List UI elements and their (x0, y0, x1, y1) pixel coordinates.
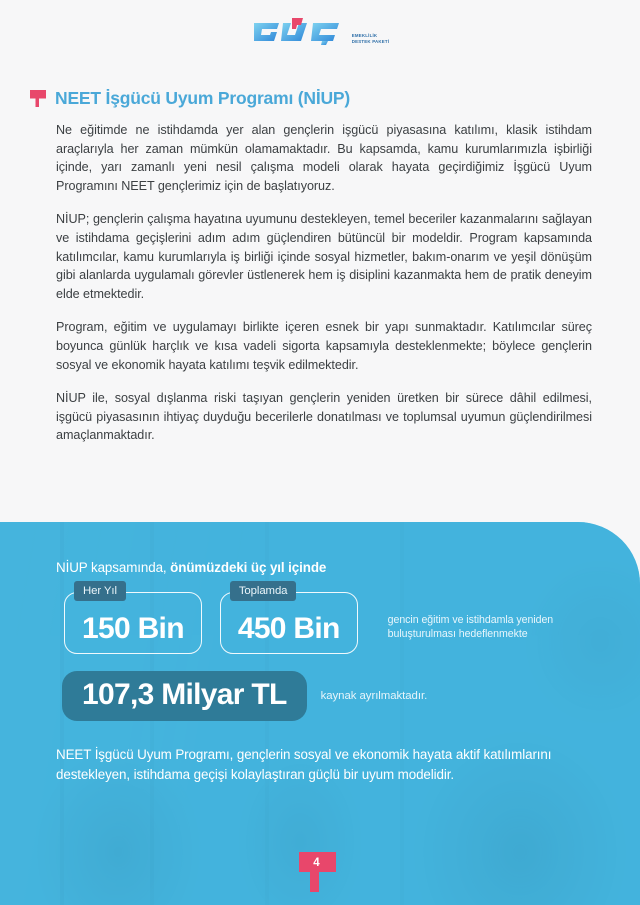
stat-card-value: 450 Bin (237, 612, 340, 645)
page-number: 4 (313, 857, 320, 869)
logo-subtext (352, 33, 389, 44)
stat-card (64, 585, 202, 654)
paragraph: NİUP; gençlerin çalışma hayatına uyumunu destekleyen, temel beceriler kazanmalarını sağlayan ve istihdama geçişlerini adım adım güçlendiren bütüncül bir modeldir. Program kapsamında katılımcılar, kamu kurumlarıyla iş birliği içinde sosyal hizmetler, bakım-onarım ve yeşil dönüşüm gibi alanlarda uygulamalı görevler üstlenerek hem iş disiplini kazanmakta hem de pratik deneyim elde etmektedir. (56, 212, 592, 301)
page-header (0, 0, 640, 62)
flag-bullet-icon (30, 90, 46, 107)
highlight-lead-bold: önümüzdeki üç yıl içinde (170, 560, 327, 575)
panel-content (0, 560, 640, 785)
logo-guc-icon (251, 16, 347, 46)
logo-sub-line1: EMEKLİLİK (351, 33, 378, 39)
guc-logo (251, 16, 389, 46)
stat-cards-note: gencin eğitim ve istihdamla yeniden buluşturulması hedeflenmekte (387, 614, 554, 640)
stat-card-tab: Toplamda (230, 581, 297, 601)
paragraph: NİUP ile, sosyal dışlanma riski taşıyan gençlerin yeniden üretken bir sürece dâhil edilmesi, işgücü piyasasının ihtiyaç duyduğu becerilerle donatılması ve toplumsal uyumun güçlendirilmesi amaçlanmaktadır. (56, 391, 592, 443)
body-content (0, 121, 640, 445)
page-number-flag (297, 851, 343, 893)
page-title: NEET İşgücü Uyum Programı (NİUP) (55, 88, 351, 108)
logo-sub-line2: DESTEK PAKETİ (351, 38, 390, 44)
section-title (30, 88, 640, 109)
stat-cards-row (64, 585, 640, 654)
budget-note: kaynak ayrılmaktadır. (320, 690, 428, 702)
highlight-lead (56, 560, 640, 575)
stat-card-value: 150 Bin (82, 612, 184, 645)
paragraph: Ne eğitimde ne istihdamda yer alan gençlerin işgücü piyasasına katılımı, klasik istihdam araçlarıyla her zaman mümkün olamamaktadır. Bu kapsamda, kamu kurumlarımızla işbirliği içinde, yarı zamanlı yeni nesil çalışma modeli olarak hayata geçirdiğimiz İşgücü Uyum Programını NEET gençlerimiz için de başlatıyoruz. (56, 123, 592, 193)
highlight-lead-normal: NİUP kapsamında, (56, 560, 171, 575)
highlight-panel (0, 522, 640, 905)
budget-amount: 107,3 Milyar TL (62, 671, 307, 721)
logo-wordmark (251, 16, 347, 46)
budget-row (62, 671, 640, 721)
paragraph: Program, eğitim ve uygulamayı birlikte içeren esnek bir yapı sunmaktadır. Katılımcılar süreç boyunca günlük harçlık ve kısa vadeli sigorta kapsamıyla desteklenmekte; böylece gençlerin sosyal ve ekonomik hayata katılımı teşvik edilmektedir. (56, 320, 592, 372)
stat-card-tab: Her Yıl (74, 581, 126, 601)
stat-card (220, 585, 358, 654)
closing-paragraph: NEET İşgücü Uyum Programı, gençlerin sosyal ve ekonomik hayata aktif katılımlarını destekleyen, istihdama geçişi kolaylaştıran güçlü bir uyum modelidir. (56, 747, 552, 782)
